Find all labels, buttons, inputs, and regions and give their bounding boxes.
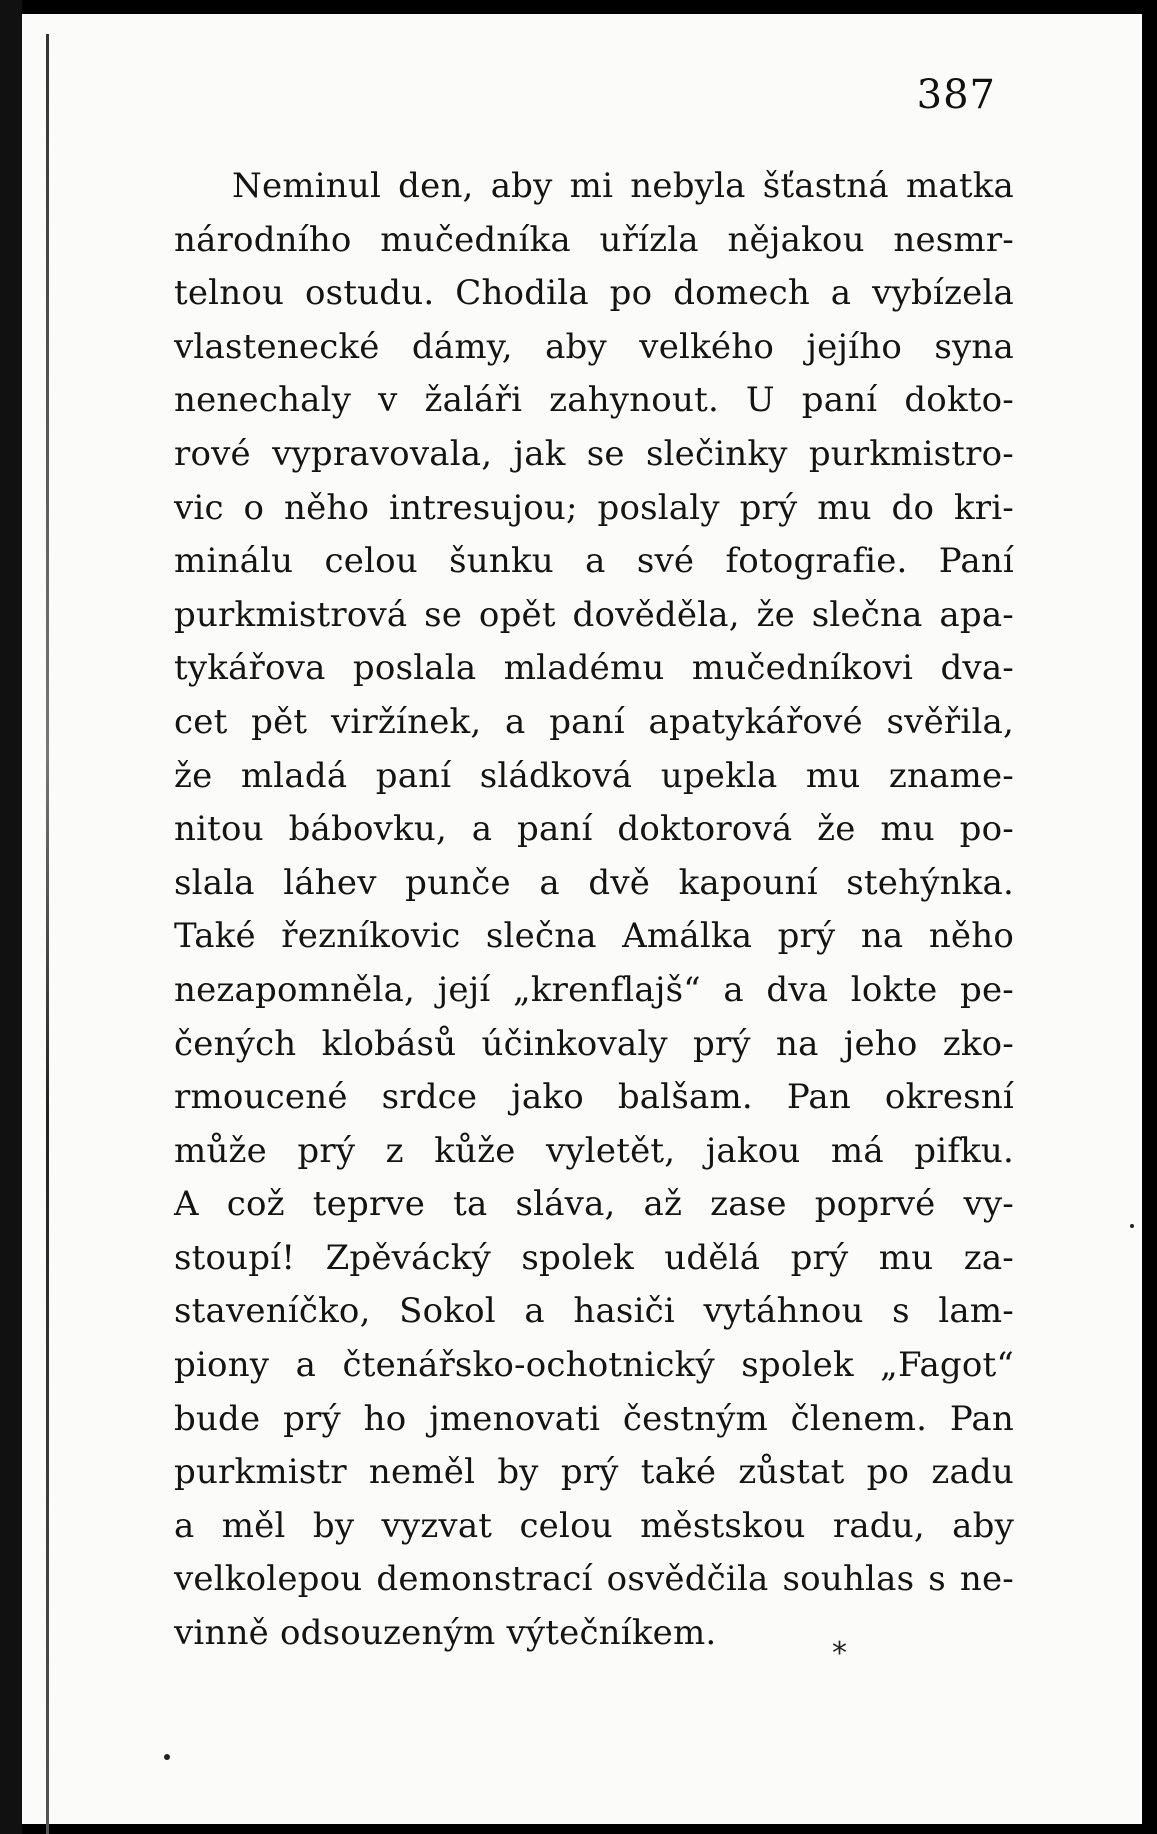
text-line: čených klobásů účinkovaly prý na jeho zko-	[174, 1023, 1014, 1064]
page-gutter-shadow	[46, 34, 49, 1834]
text-line: nitou bábovku, a paní doktorová že mu po-	[174, 809, 1014, 850]
text-line: bude prý ho jmenovati čestným členem. Pan	[174, 1398, 1014, 1439]
section-separator-asterisk: *	[832, 1636, 847, 1671]
text-line: rové vypravovala, jak se slečinky purkmistro-	[174, 433, 1014, 474]
text-line: rmoucené srdce jako balšam. Pan okresní	[174, 1077, 1014, 1118]
text-line: purkmistrová se opět dověděla, že slečna apa-	[174, 594, 1014, 635]
print-speck	[1130, 1224, 1134, 1228]
text-line: vic o něho intresujou; poslaly prý mu do kri-	[174, 487, 1014, 528]
text-line: staveníčko, Sokol a hasiči vytáhnou s lam-	[174, 1291, 1014, 1332]
text-line: telnou ostudu. Chodila po domech a vybízela	[174, 273, 1014, 314]
page-number: 387	[916, 72, 996, 118]
text-line: nenechaly v žaláři zahynout. U paní dokto-	[174, 380, 1014, 421]
print-speck	[164, 1754, 170, 1760]
text-line: a měl by vyzvat celou městskou radu, aby	[174, 1505, 1014, 1546]
text-line: Také řezníkovic slečna Amálka prý na něho	[174, 916, 1014, 957]
text-line: vinně odsouzeným výtečníkem.	[174, 1613, 717, 1654]
text-line: A což teprve ta sláva, až zase poprvé vy-	[174, 1184, 1014, 1225]
body-paragraph	[174, 160, 1014, 1661]
book-binding-edge	[0, 0, 22, 1834]
book-page	[22, 14, 1142, 1824]
text-line: purkmistr neměl by prý také zůstat po zadu	[174, 1452, 1014, 1493]
text-line: může prý z kůže vyletět, jakou má pifku.	[174, 1130, 1014, 1171]
text-line: stoupí! Zpěvácký spolek udělá prý mu za-	[174, 1237, 1014, 1278]
text-line: minálu celou šunku a své fotografie. Paní	[174, 541, 1014, 582]
text-line: nezapomněla, její „krenflajš“ a dva lokte pe-	[174, 969, 1014, 1010]
text-line: piony a čtenářsko-ochotnický spolek „Fagot“	[174, 1345, 1014, 1386]
text-line: že mladá paní sládková upekla mu zname-	[174, 755, 1014, 796]
text-line: národního mučedníka uřízla nějakou nesmr-	[174, 219, 1014, 260]
text-line: vlastenecké dámy, aby velkého jejího syna	[174, 326, 1014, 367]
text-line: slala láhev punče a dvě kapouní stehýnka.	[174, 862, 1014, 903]
text-line: tykářova poslala mladému mučedníkovi dva-	[174, 648, 1014, 689]
text-line: Neminul den, aby mi nebyla šťastná matka	[232, 166, 1014, 206]
text-line: cet pět viržínek, a paní apatykářové svěřila,	[174, 701, 1014, 742]
text-line: velkolepou demonstrací osvědčila souhlas s ne-	[174, 1559, 1014, 1600]
